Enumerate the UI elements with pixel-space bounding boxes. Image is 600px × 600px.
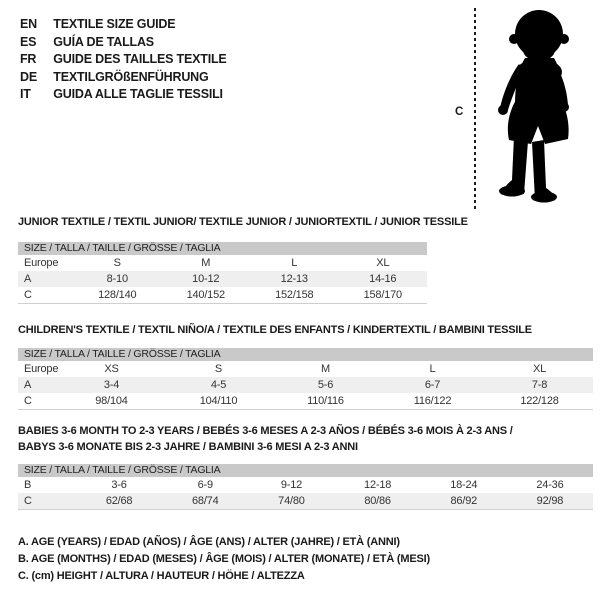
table-cell: XL bbox=[532, 363, 547, 375]
row-label: Europe bbox=[24, 257, 59, 269]
table-cell: 7-8 bbox=[531, 379, 548, 391]
children-size-table bbox=[18, 348, 593, 410]
size-header-bar: SIZE / TALLA / TAILLE / GRÖSSE / TAGLIA bbox=[18, 242, 427, 255]
row-label: A bbox=[24, 379, 32, 391]
lang-row-it bbox=[20, 86, 227, 104]
size-header-bar: SIZE / TALLA / TAILLE / GRÖSSE / TAGLIA bbox=[18, 464, 593, 477]
table-cell: 18-24 bbox=[450, 479, 478, 491]
measurement-legend bbox=[18, 534, 430, 585]
table-cell: 24-36 bbox=[536, 479, 564, 491]
table-cell: XL bbox=[376, 257, 390, 269]
table-cell: 10-12 bbox=[192, 273, 220, 285]
children-section-title: CHILDREN'S TEXTILE / TEXTIL NIÑO/A / TEXTILE DES ENFANTS / KINDERTEXTIL / BAMBINI TESSILE bbox=[18, 324, 532, 336]
lang-title: GUÍA DE TALLAS bbox=[53, 34, 154, 49]
table-cell: 86/92 bbox=[450, 495, 478, 507]
row-label: A bbox=[24, 273, 32, 285]
table-row bbox=[18, 255, 427, 271]
lang-title: TEXTILE SIZE GUIDE bbox=[53, 17, 176, 31]
lang-row-fr bbox=[20, 51, 227, 69]
table-cell: 3-6 bbox=[111, 479, 127, 491]
lang-row-es bbox=[20, 34, 227, 52]
table-cell: L bbox=[291, 257, 298, 269]
table-cell: 122/128 bbox=[520, 395, 559, 407]
row-label: Europe bbox=[24, 363, 59, 375]
junior-section-title: JUNIOR TEXTILE / TEXTIL JUNIOR/ TEXTILE JUNIOR / JUNIORTEXTIL / JUNIOR TESSILE bbox=[18, 216, 468, 228]
table-cell: 62/68 bbox=[105, 495, 133, 507]
table-cell: 128/140 bbox=[98, 289, 137, 301]
table-cell: 110/116 bbox=[307, 395, 344, 407]
height-dashed-line bbox=[474, 8, 476, 210]
table-cell: 3-4 bbox=[103, 379, 120, 391]
lang-code: ES bbox=[20, 34, 37, 49]
table-row bbox=[18, 271, 427, 287]
table-row bbox=[18, 361, 593, 377]
table-cell: 14-16 bbox=[369, 273, 397, 285]
table-cell: S bbox=[113, 257, 121, 269]
language-title-list bbox=[20, 16, 227, 104]
table-row bbox=[18, 393, 593, 409]
legend-line-c: C. (cm) HEIGHT / ALTURA / HAUTEUR / HÖHE / ALTEZZA bbox=[18, 570, 305, 582]
table-cell: XS bbox=[104, 363, 119, 375]
table-row bbox=[18, 493, 593, 509]
table-cell: 116/122 bbox=[413, 395, 452, 407]
table-cell: 68/74 bbox=[191, 495, 219, 507]
table-row bbox=[18, 377, 593, 393]
table-cell: 12-18 bbox=[364, 479, 392, 491]
lang-row-de bbox=[20, 69, 227, 87]
lang-code: DE bbox=[20, 69, 37, 84]
table-cell: 98/104 bbox=[95, 395, 128, 407]
babies-title-line1: BABIES 3-6 MONTH TO 2-3 YEARS / BEBÉS 3-6 MESES A 2-3 AÑOS / BÉBÉS 3-6 MOIS À 2-3 ANS / bbox=[18, 425, 513, 437]
row-label: C bbox=[24, 395, 32, 407]
lang-code: EN bbox=[20, 17, 37, 31]
table-row bbox=[18, 477, 593, 493]
table-cell: 158/170 bbox=[363, 289, 402, 301]
table-cell: 6-7 bbox=[424, 379, 441, 391]
table-cell: 6-9 bbox=[197, 479, 213, 491]
height-measure-label: C bbox=[454, 106, 464, 118]
table-cell: 12-13 bbox=[280, 273, 308, 285]
row-label: B bbox=[24, 479, 32, 491]
legend-line-a: A. AGE (YEARS) / EDAD (AÑOS) / ÂGE (ANS) / ALTER (JAHRE) / ETÀ (ANNI) bbox=[18, 536, 400, 548]
lang-code: IT bbox=[20, 87, 31, 101]
table-cell: 152/158 bbox=[275, 289, 314, 301]
table-row bbox=[18, 287, 427, 303]
lang-title: GUIDE DES TAILLES TEXTILE bbox=[53, 52, 227, 66]
junior-size-table bbox=[18, 242, 427, 304]
table-cell: M bbox=[201, 257, 211, 269]
lang-title: TEXTILGRÖßENFÜHRUNG bbox=[53, 69, 209, 84]
size-header-bar: SIZE / TALLA / TAILLE / GRÖSSE / TAGLIA bbox=[18, 348, 593, 361]
row-label: C bbox=[24, 495, 32, 507]
table-cell: S bbox=[214, 363, 223, 375]
toddler-silhouette-icon bbox=[483, 8, 595, 208]
babies-title-line2: BABYS 3-6 MONATE BIS 2-3 JAHRE / BAMBINI 3-6 MESI A 2-3 ANNI bbox=[18, 441, 358, 453]
row-label: C bbox=[24, 289, 32, 301]
table-cell: 140/152 bbox=[186, 289, 225, 301]
table-cell: 74/80 bbox=[278, 495, 305, 507]
lang-row-en bbox=[20, 16, 227, 34]
table-cell: M bbox=[321, 363, 330, 375]
table-cell: 9-12 bbox=[280, 479, 303, 491]
table-cell: 104/110 bbox=[199, 395, 238, 407]
table-cell: 92/98 bbox=[536, 495, 564, 507]
legend-line-b: B. AGE (MONTHS) / EDAD (MESES) / ÂGE (MOIS) / ALTER (MONATE) / ETÀ (MESI) bbox=[18, 553, 430, 565]
table-cell: L bbox=[429, 363, 436, 375]
babies-section-title bbox=[18, 423, 513, 455]
lang-title: GUIDA ALLE TAGLIE TESSILI bbox=[53, 87, 223, 101]
lang-code: FR bbox=[20, 52, 37, 66]
table-cell: 80/86 bbox=[364, 495, 391, 507]
table-cell: 4-5 bbox=[210, 379, 227, 391]
babies-size-table bbox=[18, 464, 593, 510]
table-cell: 5-6 bbox=[317, 379, 334, 391]
table-cell: 8-10 bbox=[106, 273, 128, 285]
